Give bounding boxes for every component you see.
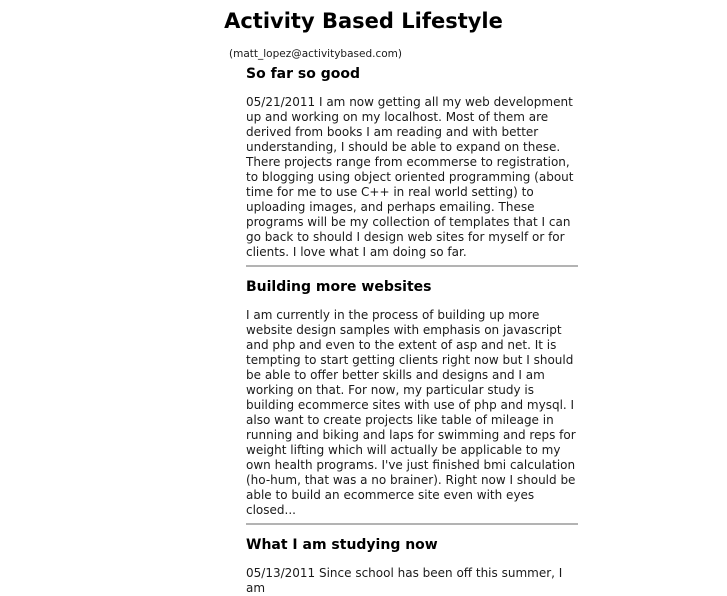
section-what-i-am-studying-now: [246, 537, 578, 596]
content-column: [246, 66, 578, 596]
section-heading: What I am studying now: [246, 537, 438, 553]
section-divider: [246, 523, 578, 525]
author-email: (matt_lopez@activitybased.com): [229, 48, 402, 60]
blog-page: [0, 9, 727, 595]
section-body: 05/13/2011 Since school has been off this summer, I am: [246, 566, 563, 595]
section-building-more-websites: [246, 279, 578, 518]
section-divider: [246, 265, 578, 267]
section-so-far-so-good: [246, 66, 578, 260]
section-heading: So far so good: [246, 66, 360, 82]
section-heading: Building more websites: [246, 279, 432, 295]
section-body: I am currently in the process of building up more website design samples with emphasis on javascript and php and even to the extent of asp and net. It is tempting to start getting clients right now but I should be able to offer better skills and designs and I am working on that. For now, my particular study is building ecommerce sites with use of php and mysql. I also want to create projects like table of mileage in running and biking and laps for swimming and reps for weight lifting which will actually be applicable to my own health programs. I've just finished bmi calculation (ho-hum, that was a no brainer). Right now I should be able to build an ecommerce site even with eyes closed...: [246, 308, 576, 517]
section-body: 05/21/2011 I am now getting all my web development up and working on my localhost. Most of them are derived from books I am reading and with better understanding, I should be able to expand on these. There projects range from ecommerse to registration, to blogging using object oriented programming (about time for me to use C++ in real world setting) to uploading images, and perhaps emailing. These programs will be my collection of templates that I can go back to should I design web sites for myself or for clients. I love what I am doing so far.: [246, 95, 574, 259]
page-title: Activity Based Lifestyle: [224, 9, 503, 33]
